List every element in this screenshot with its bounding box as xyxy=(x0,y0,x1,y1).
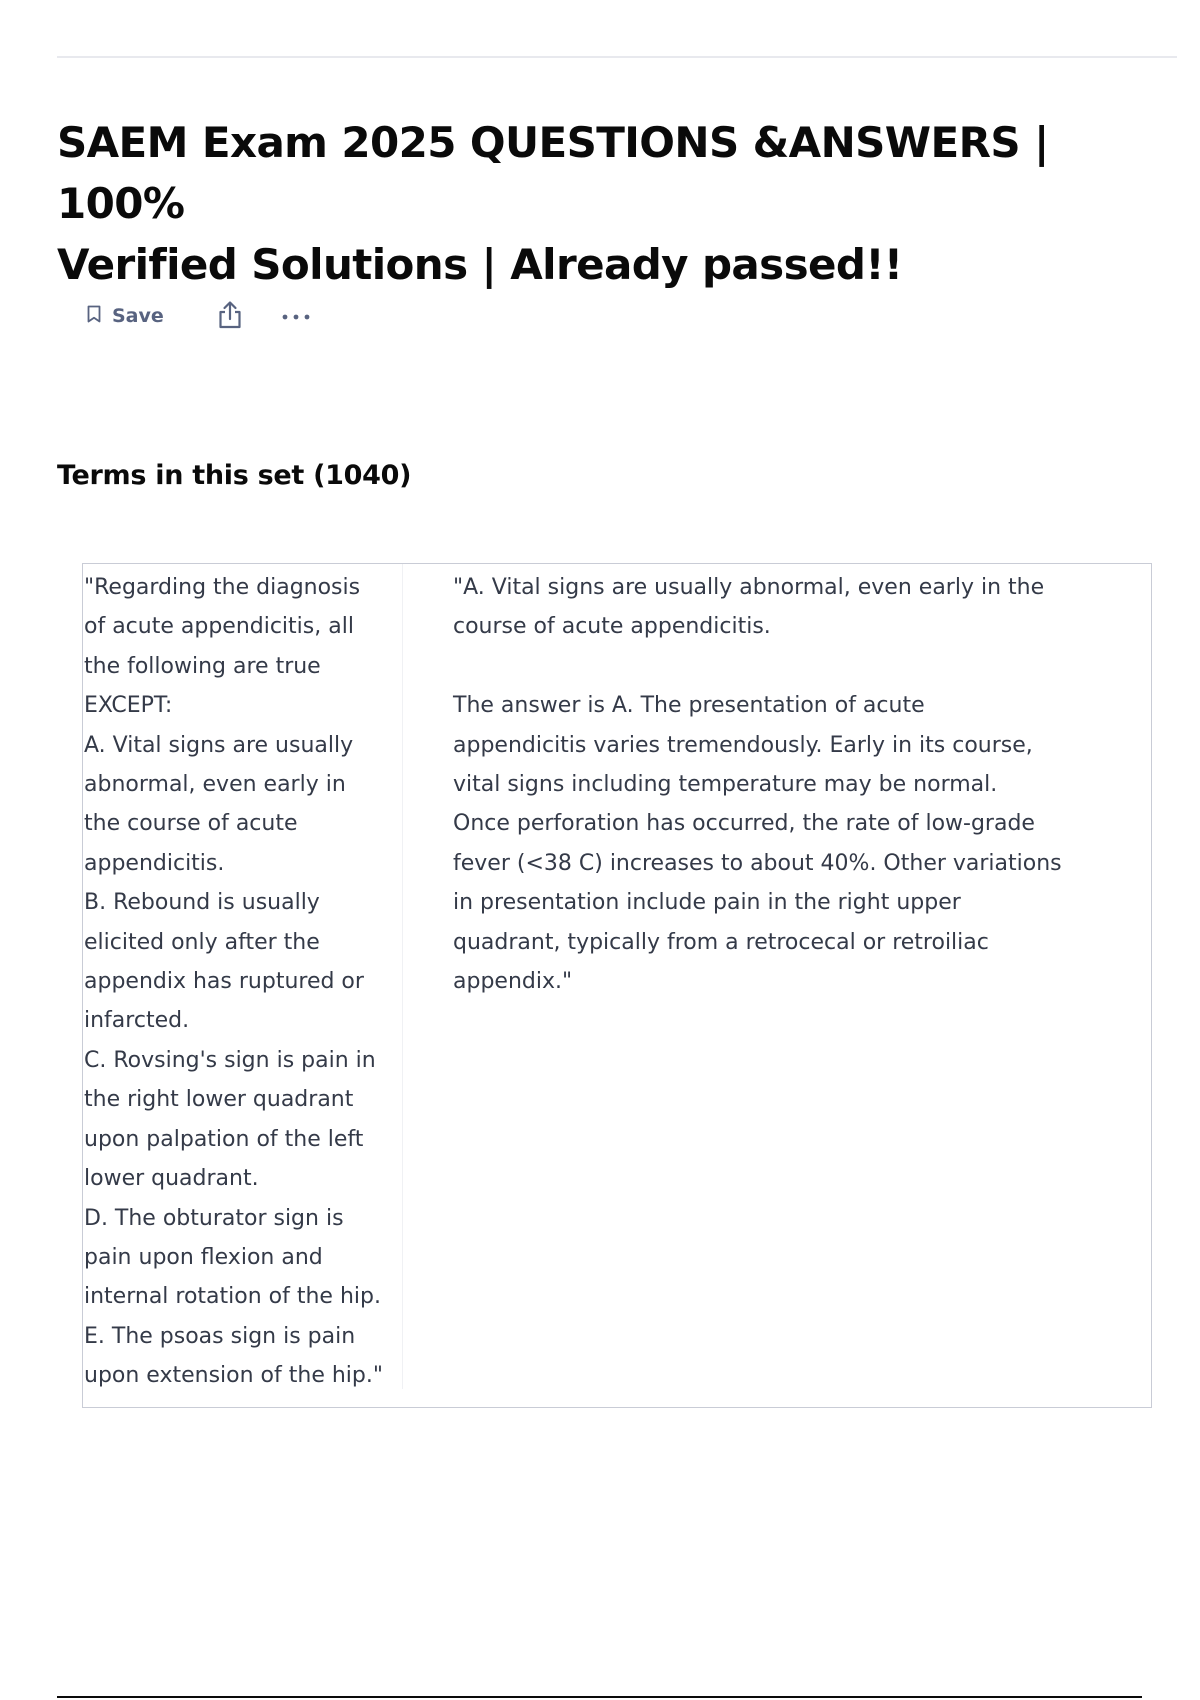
term-card xyxy=(82,563,1152,1408)
bottom-divider xyxy=(57,1696,1142,1698)
top-divider xyxy=(57,56,1177,58)
save-label: Save xyxy=(112,305,164,327)
share-button[interactable] xyxy=(214,300,246,332)
save-button[interactable] xyxy=(86,304,164,329)
more-options-button[interactable] xyxy=(280,300,312,332)
share-icon xyxy=(216,300,244,333)
bookmark-icon xyxy=(86,304,102,329)
page-title: SAEM Exam 2025 QUESTIONS &ANSWERS | 100% Verified Solutions | Already passed!! xyxy=(57,118,1049,289)
more-icon xyxy=(281,309,311,324)
term-text: "Regarding the diagnosis of acute appendicitis, all the following are true EXCEPT: A. Vital signs are usually abnormal, even early in the course of acute appendicitis. B. Rebound is usually elicited only after the appendix has ruptured or infarcted. C. Rovsing's sign is pain in the right lower quadrant upon palpation of the left lower quadrant. D. The obturator sign is pain upon flexion and internal rotation of the hip. E. The psoas sign is pain upon extension of the hip." xyxy=(83,564,403,1389)
terms-heading: Terms in this set (1040) xyxy=(57,460,412,491)
action-bar xyxy=(86,300,312,332)
definition-text: "A. Vital signs are usually abnormal, even early in the course of acute appendicitis. The answer is A. The presentation of acute appendicitis varies tremendously. Early in its course, vital signs including temperature may be normal. Once perforation has occurred, the rate of low-grade fever (<38 C) increases to about 40%. Other variations in presentation include pain in the right upper quadrant, typically from a retrocecal or retroiliac appendix." xyxy=(453,575,1062,995)
